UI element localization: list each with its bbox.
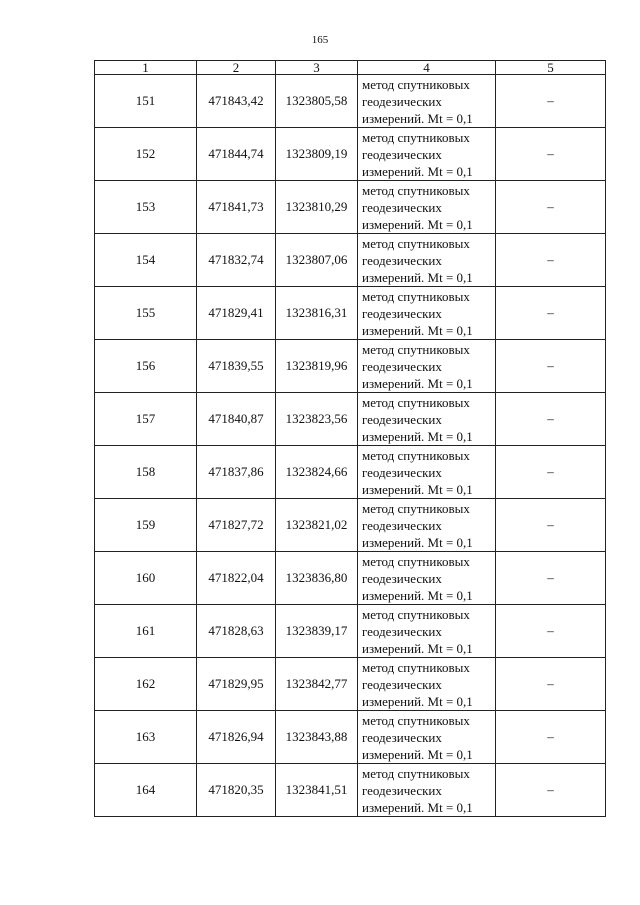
note-cell: – [496,287,606,340]
method-line: метод спутниковых [362,553,470,569]
method-line: геодезических [362,782,442,798]
method-line: метод спутниковых [362,500,470,516]
y-coordinate-cell: 1323839,17 [276,605,358,658]
x-coordinate-cell: 471826,94 [197,711,276,764]
y-coordinate-cell: 1323842,77 [276,658,358,711]
note-cell: – [496,552,606,605]
point-number-cell: 160 [95,552,197,605]
method-line: измерений. Mt = 0,1 [362,746,473,762]
method-line: измерений. Mt = 0,1 [362,481,473,497]
note-cell: – [496,393,606,446]
method-cell [358,446,496,499]
method-line: измерений. Mt = 0,1 [362,799,473,815]
note-cell: – [496,128,606,181]
y-coordinate-cell: 1323821,02 [276,499,358,552]
note-cell: – [496,75,606,128]
method-line: геодезических [362,676,442,692]
coordinates-table [94,60,606,817]
point-number-cell: 156 [95,340,197,393]
x-coordinate-cell: 471832,74 [197,234,276,287]
y-coordinate-cell: 1323819,96 [276,340,358,393]
method-line: измерений. Mt = 0,1 [362,587,473,603]
x-coordinate-cell: 471844,74 [197,128,276,181]
note-cell: – [496,658,606,711]
y-coordinate-cell: 1323805,58 [276,75,358,128]
x-coordinate-cell: 471829,41 [197,287,276,340]
table-row [95,128,606,181]
y-coordinate-cell: 1323809,19 [276,128,358,181]
table-row [95,658,606,711]
method-cell [358,287,496,340]
note-cell: – [496,605,606,658]
method-line: метод спутниковых [362,394,470,410]
method-cell [358,552,496,605]
x-coordinate-cell: 471822,04 [197,552,276,605]
column-header-5: 5 [496,61,606,75]
method-line: метод спутниковых [362,182,470,198]
note-cell: – [496,711,606,764]
point-number-cell: 163 [95,711,197,764]
y-coordinate-cell: 1323836,80 [276,552,358,605]
method-line: метод спутниковых [362,341,470,357]
point-number-cell: 159 [95,499,197,552]
note-cell: – [496,340,606,393]
column-header-2: 2 [197,61,276,75]
y-coordinate-cell: 1323824,66 [276,446,358,499]
method-cell [358,340,496,393]
method-line: метод спутниковых [362,606,470,622]
y-coordinate-cell: 1323810,29 [276,181,358,234]
point-number-cell: 162 [95,658,197,711]
table-row [95,711,606,764]
point-number-cell: 153 [95,181,197,234]
method-line: измерений. Mt = 0,1 [362,163,473,179]
page-number: 165 [311,34,329,46]
method-line: геодезических [362,358,442,374]
method-line: геодезических [362,464,442,480]
y-coordinate-cell: 1323816,31 [276,287,358,340]
table-row [95,75,606,128]
method-cell [358,658,496,711]
method-cell [358,499,496,552]
table-row [95,234,606,287]
table-row [95,446,606,499]
y-coordinate-cell: 1323843,88 [276,711,358,764]
table-row [95,181,606,234]
table-row [95,499,606,552]
note-cell: – [496,764,606,817]
note-cell: – [496,446,606,499]
method-line: геодезических [362,517,442,533]
column-header-4: 4 [358,61,496,75]
method-line: измерений. Mt = 0,1 [362,428,473,444]
method-line: измерений. Mt = 0,1 [362,269,473,285]
method-line: метод спутниковых [362,235,470,251]
method-line: метод спутниковых [362,447,470,463]
table-row [95,340,606,393]
method-line: метод спутниковых [362,288,470,304]
x-coordinate-cell: 471820,35 [197,764,276,817]
x-coordinate-cell: 471843,42 [197,75,276,128]
x-coordinate-cell: 471837,86 [197,446,276,499]
method-line: измерений. Mt = 0,1 [362,216,473,232]
note-cell: – [496,234,606,287]
y-coordinate-cell: 1323807,06 [276,234,358,287]
column-header-1: 1 [95,61,197,75]
table-row [95,552,606,605]
method-line: метод спутниковых [362,129,470,145]
method-cell [358,181,496,234]
method-line: геодезических [362,411,442,427]
x-coordinate-cell: 471840,87 [197,393,276,446]
point-number-cell: 164 [95,764,197,817]
point-number-cell: 157 [95,393,197,446]
method-line: метод спутниковых [362,765,470,781]
method-cell [358,128,496,181]
method-cell [358,605,496,658]
x-coordinate-cell: 471841,73 [197,181,276,234]
point-number-cell: 154 [95,234,197,287]
point-number-cell: 151 [95,75,197,128]
table-row [95,764,606,817]
method-line: геодезических [362,146,442,162]
table-row [95,287,606,340]
x-coordinate-cell: 471828,63 [197,605,276,658]
y-coordinate-cell: 1323841,51 [276,764,358,817]
header-row [95,61,606,75]
method-line: геодезических [362,305,442,321]
method-cell [358,234,496,287]
method-cell [358,393,496,446]
method-line: измерений. Mt = 0,1 [362,640,473,656]
method-line: геодезических [362,93,442,109]
method-cell [358,75,496,128]
point-number-cell: 155 [95,287,197,340]
table-header [95,61,606,75]
method-line: геодезических [362,199,442,215]
method-line: метод спутниковых [362,76,470,92]
note-cell: – [496,499,606,552]
method-cell [358,764,496,817]
method-line: геодезических [362,570,442,586]
method-line: измерений. Mt = 0,1 [362,375,473,391]
table-row [95,605,606,658]
method-line: геодезических [362,252,442,268]
x-coordinate-cell: 471827,72 [197,499,276,552]
note-cell: – [496,181,606,234]
table-body [95,75,606,817]
x-coordinate-cell: 471829,95 [197,658,276,711]
x-coordinate-cell: 471839,55 [197,340,276,393]
method-line: метод спутниковых [362,659,470,675]
method-line: метод спутниковых [362,712,470,728]
y-coordinate-cell: 1323823,56 [276,393,358,446]
point-number-cell: 158 [95,446,197,499]
method-line: геодезических [362,729,442,745]
table-row [95,393,606,446]
method-line: измерений. Mt = 0,1 [362,534,473,550]
method-line: измерений. Mt = 0,1 [362,322,473,338]
method-cell [358,711,496,764]
point-number-cell: 161 [95,605,197,658]
column-header-3: 3 [276,61,358,75]
point-number-cell: 152 [95,128,197,181]
method-line: измерений. Mt = 0,1 [362,693,473,709]
method-line: измерений. Mt = 0,1 [362,110,473,126]
method-line: геодезических [362,623,442,639]
